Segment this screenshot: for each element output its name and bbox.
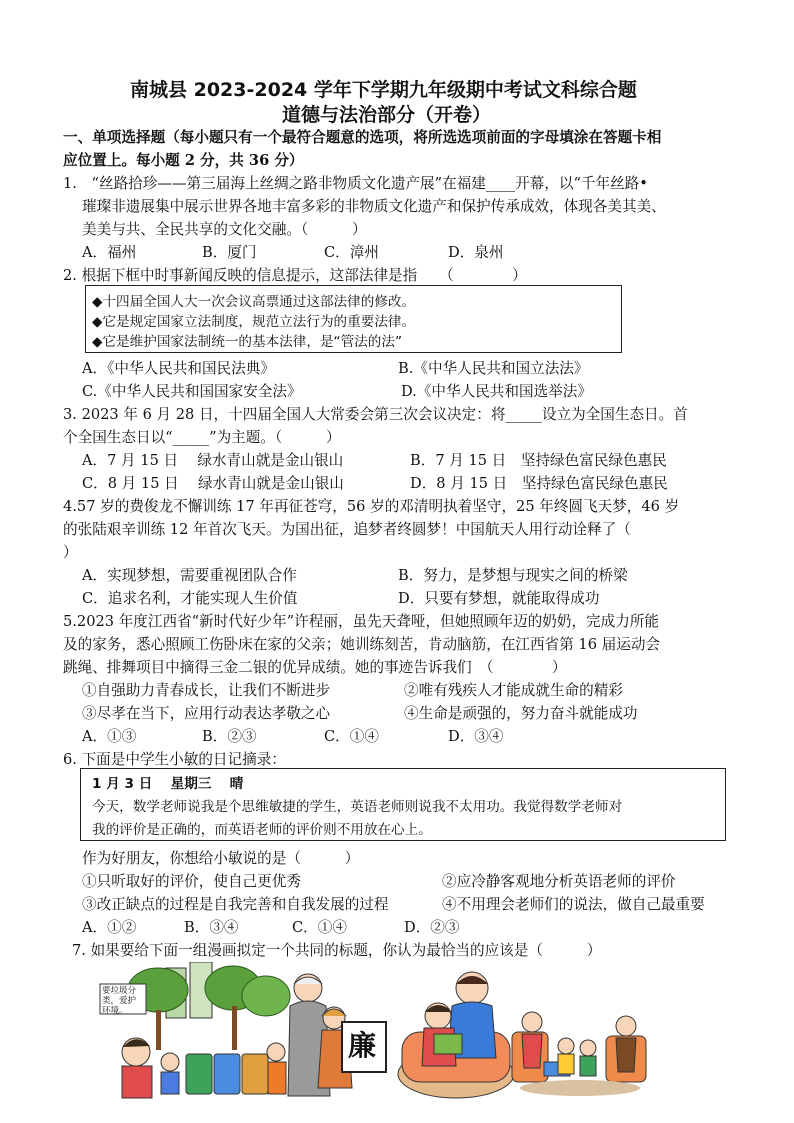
q2-option-d: D.《中华人民共和国选举法》 <box>401 383 592 400</box>
q5-option-d: D．③④ <box>448 728 504 745</box>
q6-statement-1: ①只听取好的评价，使自己更优秀 <box>82 873 301 890</box>
cartoon-caring-elders <box>510 992 650 1102</box>
q5-statement-1: ①自强助力青春成长，让我们不断进步 <box>82 682 331 699</box>
question-5-line: 及的家务，悉心照顾工伤卧床在家的父亲；她训练刻苦，肯动脑筋，在江西省第 16 届运动会 <box>63 636 661 653</box>
q6-option-c: C．①④ <box>292 919 347 936</box>
page-subtitle: 道德与法治部分（开卷） <box>282 104 492 126</box>
diary-date: 1 月 3 日 星期三 晴 <box>92 776 244 792</box>
q6-option-d: D．②③ <box>404 919 460 936</box>
q6-option-b: B．③④ <box>184 919 239 936</box>
question-4-line: 的张陆艰辛训练 12 年首次飞天。为国出征，追梦者终圆梦！中国航天人用行动诠释了（ <box>63 521 631 538</box>
cartoon-family-reading <box>396 962 516 1102</box>
news-box-line: ◆它是维护国家法制统一的基本法律，是“管法的法” <box>92 334 403 350</box>
question-6-prompt: 作为好朋友，你想给小敏说的是（ ） <box>82 850 360 867</box>
q5-statement-4: ④生命是顽强的，努力奋斗就能成功 <box>404 705 638 722</box>
question-4-line: ） <box>63 544 78 561</box>
q2-option-a: A．《中华人民共和国民法典》 <box>82 360 275 377</box>
q6-statement-4: ④不用理会老师们的说法，做自己最重要 <box>442 896 705 913</box>
q1-option-c: C．漳州 <box>324 244 379 261</box>
q2-option-c: C.《中华人民共和国国家安全法》 <box>82 383 302 400</box>
cartoon-character-text: 廉 <box>348 1029 377 1062</box>
question-6-stem: 6. 下面是中学生小敏的日记摘录： <box>63 751 286 768</box>
question-1-line: 1. “丝路拾珍——第三届海上丝绸之路非物质文化遗产展”在福建____开幕，以“千年丝路• <box>63 175 648 192</box>
cartoon-sign-text: 要垃圾分类，爱护环境。 <box>102 986 137 1016</box>
question-7-stem: 7. 如果要给下面一组漫画拟定一个共同的标题，你认为最恰当的应该是（ ） <box>72 942 602 959</box>
question-3-line: 个全国生态日以“_____”为主题。（ ） <box>63 429 341 446</box>
q3-option-d: D．8 月 15 日 坚持绿色富民绿色惠民 <box>410 475 668 492</box>
q2-option-b: B.《中华人民共和国立法法》 <box>398 360 589 377</box>
question-1-line: 璀璨非遗展集中展示世界各地丰富多彩的非物质文化遗产和保护传承成效，体现各美其美、 <box>82 198 666 215</box>
section-heading: 一、单项选择题（每小题只有一个最符合题意的选项，将所选选项前面的字母填涂在答题卡相 <box>63 129 662 146</box>
question-5-line: 5.2023 年度江西省“新时代好少年”许程丽，虽先天聋哑，但她照顾年迈的奶奶，完成力所能 <box>63 613 660 630</box>
section-heading-cont: 应位置上。每小题 2 分，共 36 分） <box>63 152 304 169</box>
question-1-line: 美美与共、全民共享的文化交融。（ ） <box>82 221 367 238</box>
question-2-stem: 2. 根据下框中时事新闻反映的信息提示，这部法律是指 （ ） <box>63 267 527 284</box>
q3-option-b: B．7 月 15 日 坚持绿色富民绿色惠民 <box>410 452 667 469</box>
q5-option-a: A．①③ <box>82 728 137 745</box>
q6-statement-2: ②应冷静客观地分析英语老师的评价 <box>442 873 676 890</box>
q5-statement-2: ②唯有残疾人才能成就生命的精彩 <box>404 682 623 699</box>
page-title: 南城县 2023-2024 学年下学期九年级期中考试文科综合题 <box>130 79 637 101</box>
q4-option-b: B．努力，是梦想与现实之间的桥梁 <box>398 567 628 584</box>
diary-text: 今天，数学老师说我是个思维敏捷的学生，英语老师则说我不太用功。我觉得数学老师对 <box>92 799 623 815</box>
q1-option-b: B．厦门 <box>202 244 257 261</box>
q1-option-a: A．福州 <box>82 244 137 261</box>
diary-text: 我的评价是正确的，而英语老师的评价则不用放在心上。 <box>92 822 432 838</box>
q6-statement-3: ③改正缺点的过程是自我完善和自我发展的过程 <box>82 896 389 913</box>
question-5-line: 跳绳、排舞项目中摘得三金二银的优异成绩。她的事迹告诉我们 （ ） <box>63 659 567 676</box>
question-4-line: 4.57 岁的费俊龙不懈训练 17 年再征苍穹，56 岁的邓清明执着坚守，25 年终圆飞天梦，46 岁 <box>63 498 680 515</box>
q5-option-b: B．②③ <box>202 728 257 745</box>
q5-statement-3: ③尽孝在当下，应用行动表达孝敬之心 <box>82 705 331 722</box>
q4-option-a: A．实现梦想，需要重视团队合作 <box>82 567 297 584</box>
question-3-line: 3. 2023 年 6 月 28 日，十四届全国人大常委会第三次会议决定：将_____设立为全国生态日。首 <box>63 406 688 423</box>
cartoon-recycling <box>98 962 298 1102</box>
q3-option-c: C．8 月 15 日 绿水青山就是金山银山 <box>82 475 344 492</box>
q6-option-a: A．①② <box>82 919 137 936</box>
q1-option-d: D．泉州 <box>448 244 504 261</box>
news-box-line: ◆十四届全国人大一次会议高票通过这部法律的修改。 <box>92 294 416 310</box>
news-box-line: ◆它是规定国家立法制度，规范立法行为的重要法律。 <box>92 314 416 330</box>
q5-option-c: C．①④ <box>324 728 379 745</box>
q4-option-d: D．只要有梦想，就能取得成功 <box>398 590 600 607</box>
q3-option-a: A．7 月 15 日 绿水青山就是金山银山 <box>82 452 344 469</box>
q4-option-c: C．追求名利，才能实现人生价值 <box>82 590 298 607</box>
